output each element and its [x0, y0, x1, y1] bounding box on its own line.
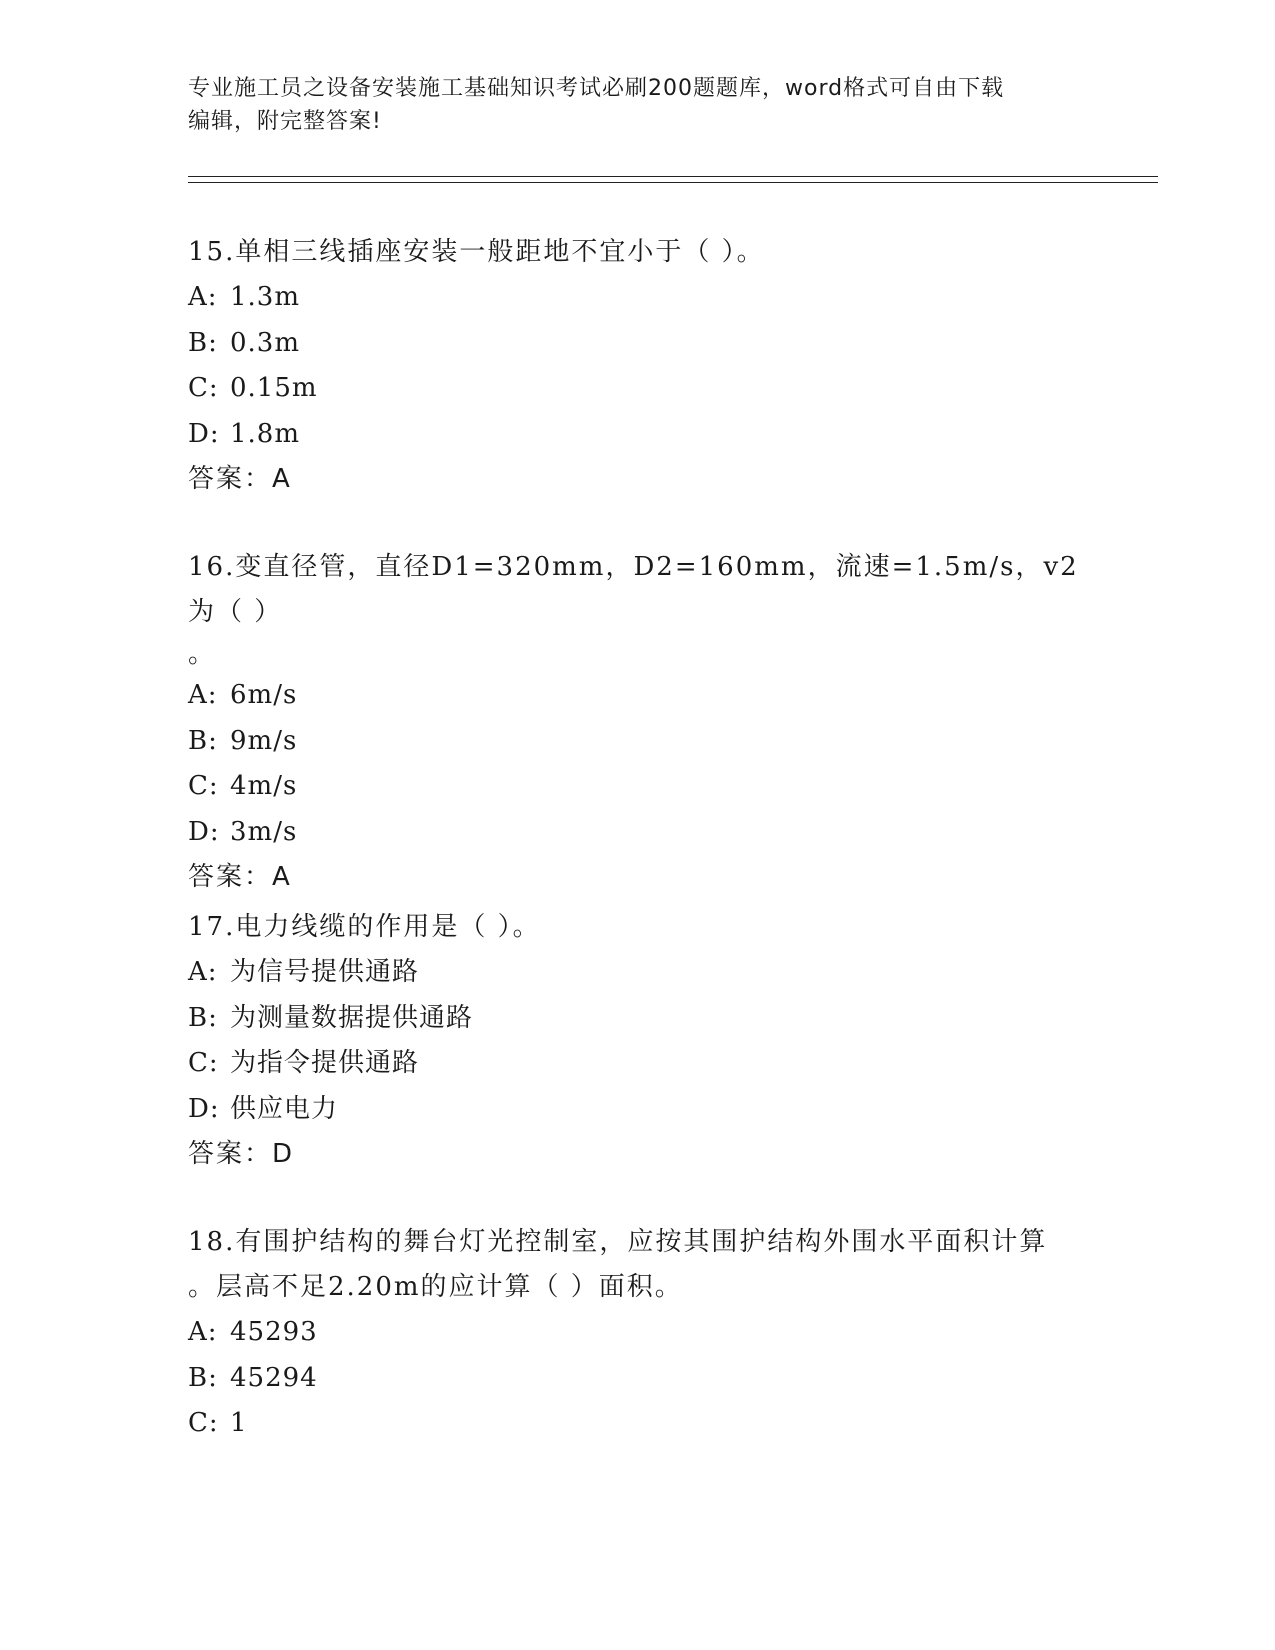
option-c: [188, 1401, 1088, 1447]
option-label: B:: [188, 1362, 218, 1393]
option-c: [188, 366, 1088, 412]
option-label: C:: [188, 373, 219, 403]
option-label: D:: [188, 418, 220, 449]
option-label: A:: [188, 957, 218, 987]
option-label: B:: [188, 327, 218, 358]
question-stem-continued: 。: [188, 639, 217, 669]
option-label: C:: [188, 1408, 219, 1438]
option-d: [188, 412, 1088, 458]
option-text: 为信号提供通路: [230, 957, 420, 987]
question-18: [188, 1220, 1088, 1447]
option-a: [188, 673, 1088, 719]
option-text: 4m/s: [230, 771, 298, 801]
option-label: C:: [188, 1048, 219, 1078]
question-15: [188, 230, 1088, 502]
option-b: [188, 719, 1088, 765]
header-line-1: 专业施工员之设备安装施工基础知识考试必刷200题题库，word格式可自由下载: [188, 76, 1005, 101]
question-stem: 16.变直径管，直径D1=320mm，D2=160mm，流速=1.5m/s，v2为（ ）: [188, 552, 1079, 627]
option-c: [188, 1041, 1088, 1087]
question-stem: 15.单相三线插座安装一般距地不宜小于（ ）。: [188, 237, 765, 267]
option-d: [188, 1087, 1088, 1133]
header-divider-top: [188, 176, 1158, 177]
option-text: 0.3m: [230, 327, 301, 358]
option-text: 0.15m: [230, 373, 318, 403]
option-b: [188, 996, 1088, 1042]
document-header: [188, 72, 1088, 138]
option-b: [188, 1356, 1088, 1402]
option-label: B:: [188, 1002, 218, 1033]
option-text: 1.3m: [230, 282, 301, 312]
option-c: [188, 764, 1088, 810]
question-16: [188, 545, 1088, 900]
option-text: 45293: [230, 1317, 318, 1347]
option-label: A:: [188, 282, 218, 312]
question-17: [188, 905, 1088, 1177]
option-a: [188, 1310, 1088, 1356]
option-d: [188, 810, 1088, 856]
option-label: A:: [188, 680, 218, 710]
option-text: 为测量数据提供通路: [230, 1002, 474, 1033]
option-label: C:: [188, 771, 219, 801]
option-label: D:: [188, 1093, 220, 1124]
option-label: D:: [188, 816, 220, 847]
question-stem: 18.有围护结构的舞台灯光控制室，应按其围护结构外围水平面积计算: [188, 1227, 1048, 1257]
option-text: 6m/s: [230, 680, 298, 710]
option-label: B:: [188, 725, 218, 756]
answer-line: 答案：D: [188, 1139, 295, 1169]
option-text: 3m/s: [230, 816, 298, 847]
option-b: [188, 321, 1088, 367]
answer-line: 答案：A: [188, 464, 292, 494]
header-line-2: 编辑，附完整答案!: [188, 109, 382, 134]
option-text: 45294: [230, 1362, 318, 1393]
option-text: 1.8m: [230, 418, 301, 449]
question-stem-continued: 。层高不足2.20m的应计算（ ）面积。: [188, 1272, 683, 1302]
option-a: [188, 275, 1088, 321]
header-divider-bottom: [188, 182, 1158, 183]
option-text: 9m/s: [230, 725, 298, 756]
option-text: 为指令提供通路: [230, 1048, 420, 1078]
option-text: 供应电力: [230, 1093, 339, 1124]
option-text: 1: [230, 1408, 248, 1438]
answer-line: 答案：A: [188, 862, 292, 892]
option-label: A:: [188, 1317, 218, 1347]
option-a: [188, 950, 1088, 996]
question-stem: 17.电力线缆的作用是（ ）。: [188, 912, 541, 942]
